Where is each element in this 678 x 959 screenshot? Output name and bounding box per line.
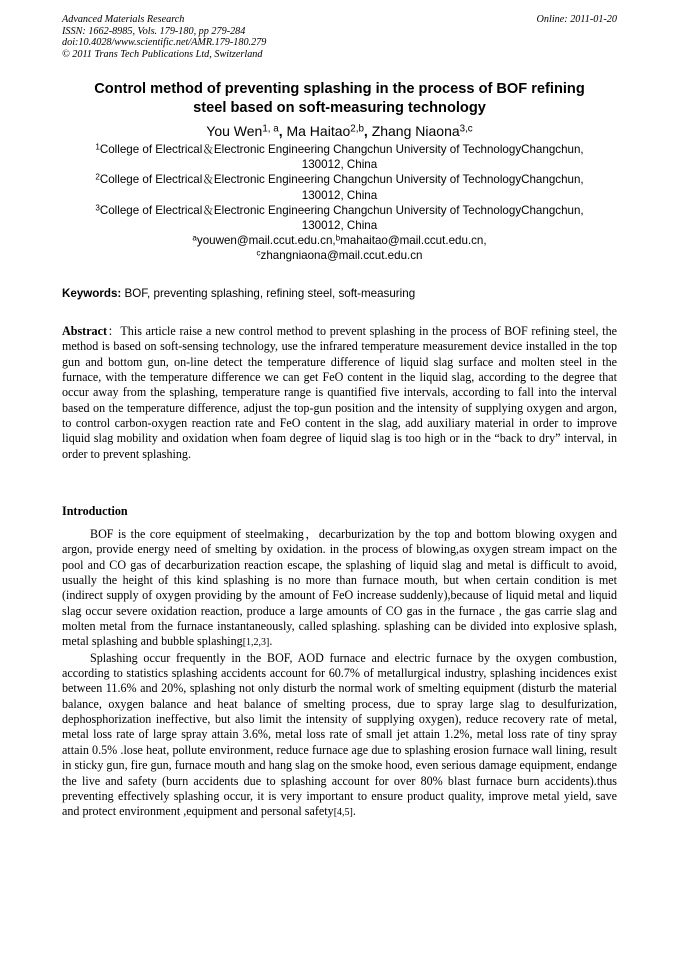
keywords [62,286,617,301]
affiliation-line: 130012, China [301,158,378,172]
section-heading: Introduction [62,504,128,518]
email-list [62,233,617,263]
citation: [4,5] [333,807,353,819]
abstract [62,324,617,462]
author-name: Zhang Niaona [371,123,460,139]
paragraph-text: BOF is the core equipment of steelmaking，decarburization by the top and bottom blowing oxygen and argon, provide energy need of smelting by oxidation. in the process of blowing,as oxygen stream impact on the pool and CO gas of decarburization reaction escape, the splashing of liquid slag and metal is difficult to avoid, usually the height of this kind splashing is no more than furnace mouth, but when certain condition is met (indirect supply of oxygen providing by the amount of FeO increase suddenly),because of liquid metal and liquid slag occur severe oxidation reaction, produce a large amounts of CO gas in the furnace , the gas carrie slag and molten metal from the furnace instantaneously, called splashing. splashing can be divided into explosive splash, metal splashing and bubble splashing [62,527,617,649]
paper-title [62,80,617,118]
introduction-body [62,527,617,821]
paragraph-text: Splashing occur frequently in the BOF, AOD furnace and electric furnace by the oxygen combustion, according to statistics splashing accidents account for 60.7% of metallurgical industry, splashing incidences exist between 11.6% and 20%, splashing not only disturb the normal work of smelting equipment (disturb the material balance, oxygen balance and heat balance of smelting process, due to spray large slag to desulfurization, dephosphorization ineffective, but also limit the intensity of supplying oxygen), reduce recovery rate of metal, metal loss rate of large spray attain 3.6%, metal loss rate of small jet attain 1.2%, metal loss rate of tiny spray attain 0.5% .lose heat, pollute environment, reduce furnace age due to splashing erosion furnace wall lining, result in sticky gun, fire gun, furnace mouth and hang slag on the smoke hood, even serious damage equipment, endange the live and safety (burn accidents due to splashing account for over 80% blast furnace burn accidents).thus preventing effectively splashing occur, it is very important to ensure product quality, improve metal yield, save and protect environment ,equipment and personal safety [62,650,617,819]
paragraph [62,651,617,821]
affiliation-line: College of Electrical＆Electronic Engineering Changchun University of TechnologyChangchun, [99,143,584,156]
journal-header [62,14,617,60]
author-name: Ma Haitao [286,123,351,139]
affiliation [62,203,617,233]
affiliation-number: 2 [95,172,100,182]
title-line-1: Control method of preventing splashing in the process of BOF refining [94,81,585,97]
affiliation-number: 1 [95,142,100,152]
keywords-text: BOF, preventing splashing, refining steel, soft-measuring [121,287,416,300]
title-line-2: steel based on soft-measuring technology [193,100,486,116]
affiliation-line: 130012, China [301,219,378,233]
affiliations [62,142,617,264]
author-separator: , [363,123,372,139]
affiliation-line: College of Electrical＆Electronic Engineering Changchun University of TechnologyChangchun, [99,203,584,217]
journal-name: Advanced Materials Research [62,14,185,25]
author-name: You Wen [206,123,263,139]
keywords-label: Keywords: [62,287,122,300]
email-superscript: a [192,233,197,243]
author-separator: , [278,123,287,139]
affiliation-line: 130012, China [301,188,378,202]
email-link[interactable]: youwen@mail.ccut.edu.cn, [196,234,336,248]
issn-line: ISSN: 1662-8985, Vols. 179-180, pp 279-284 [62,25,246,37]
affiliation-number: 3 [95,203,100,213]
abstract-separator: ： [107,324,121,338]
abstract-text: This article raise a new control method to prevent splashing in the process of BOF refining steel, the method is based on soft-sensing technology, use the infrared temperature measurement device installed in the top gun and bottom gun, on-line detect the temperature difference of liquid slag surface and molten steel in the furnace, with the temperature difference we can get FeO content in the liquid slag, according to the degree that occur away from the splashing, temperature range is quantified five intervals, according to fall into the interval based on the temperature difference, adjust the top-gun position and the intensity of supplying oxygen and argon, to control carbon-oxygen reaction rate and FeO content in the slag, add auxiliary material in order to improve liquid slag mobility and oxidation when foam degree of liquid slag is too high or in the “back to dry” interval, in order to prevent splashing. [62,324,617,461]
affiliation [62,142,617,172]
doi-line: doi:10.4028/www.scientific.net/AMR.179-180.279 [62,37,267,49]
citation: [1,2,3] [242,637,270,649]
affiliation [62,172,617,202]
author-superscript: 1, a [262,123,279,135]
email-link[interactable]: mahaitao@mail.ccut.edu.cn, [340,234,487,248]
email-link[interactable]: zhangniaona@mail.ccut.edu.cn [260,249,423,263]
author-list [62,122,617,140]
author-superscript: 3,c [459,123,473,135]
affiliation-line: College of Electrical＆Electronic Engineering Changchun University of TechnologyChangchun, [99,173,584,187]
email-superscript: b [335,233,341,243]
paragraph-end: . [269,634,273,649]
paragraph-end: . [352,804,356,819]
copyright-line: © 2011 Trans Tech Publications Ltd, Switzerland [62,48,263,60]
author-superscript: 2,b [350,123,364,135]
online-date: Online: 2011-01-20 [536,14,617,25]
abstract-label: Abstract [62,324,108,338]
paragraph [62,527,617,651]
email-superscript: c [256,248,261,258]
